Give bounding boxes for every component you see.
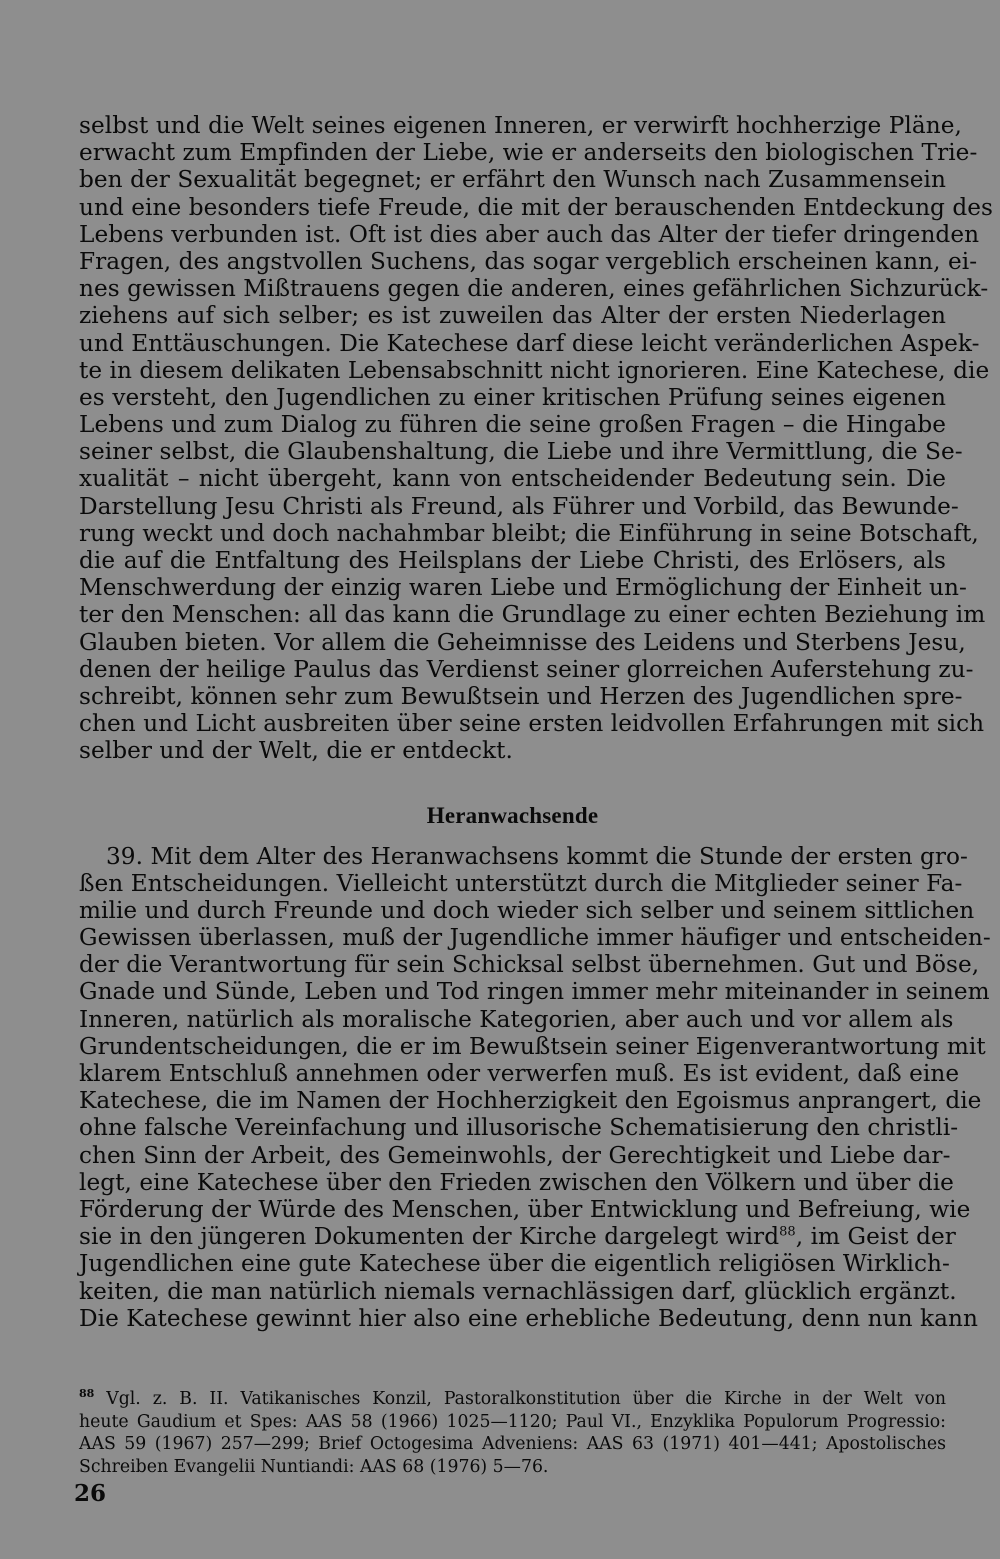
text-line: milie und durch Freunde und doch wieder sich selber und seinem sittlichen: [79, 896, 975, 924]
text-line: legt, eine Katechese über den Frieden zwischen den Völkern und über die: [79, 1168, 954, 1196]
text-line: Katechese, die im Namen der Hochherzigkeit den Egoismus anprangert, die: [79, 1087, 982, 1115]
text-line: der die Verantwortung für sein Schicksal selbst übernehmen. Gut und Böse,: [79, 951, 980, 979]
section-heading: Heranwachsende: [426, 802, 599, 828]
text-line: Gnade und Sünde, Leben und Tod ringen immer mehr miteinander in seinem: [79, 978, 990, 1006]
text-segment: sie in den jüngeren Dokumenten der Kirche dargelegt wird: [79, 1223, 780, 1251]
footnote-reference: 88: [779, 1224, 796, 1240]
text-segment: , im Geist der: [795, 1223, 956, 1251]
text-line: Fragen, des angstvollen Suchens, das sogar vergeblich erscheinen kann, ei-: [79, 247, 978, 275]
text-line: te in diesem delikaten Lebensabschnitt nicht ignorieren. Eine Katechese, die: [79, 356, 990, 384]
paragraph-2: [79, 842, 991, 1224]
footnote-line: [79, 1388, 946, 1411]
text-line: Lebens und zum Dialog zu führen die seine großen Fragen – die Hingabe: [79, 411, 946, 439]
paragraph-2-end: [79, 1250, 978, 1332]
footnote-line: AAS 59 (1967) 257—299; Brief Octogesima Adveniens: AAS 63 (1971) 401—441; Apostolisches: [79, 1434, 946, 1455]
text-line: keiten, die man natürlich niemals vernachlässigen darf, glücklich ergänzt.: [79, 1277, 957, 1305]
text-line-with-footnote-ref: [79, 1223, 956, 1251]
text-line: ziehens auf sich selber; es ist zuweilen das Alter der ersten Niederlagen: [79, 302, 946, 330]
text-line: ter den Menschen: all das kann die Grundlage zu einer echten Beziehung im: [79, 601, 986, 629]
text-line: Darstellung Jesu Christi als Freund, als Führer und Vorbild, das Bewunde-: [79, 492, 959, 520]
footnote-text: Vgl. z. B. II. Vatikanisches Konzil, Pastoralkonstitution über die Kirche in der Welt von: [94, 1389, 946, 1409]
text-line: Lebens verbunden ist. Oft ist dies aber auch das Alter der tiefer dringenden: [79, 220, 980, 248]
paragraph-1: [79, 112, 993, 765]
text-line: rung weckt und doch nachahmbar bleibt; die Einführung in seine Botschaft,: [79, 519, 979, 547]
text-line: erwacht zum Empfinden der Liebe, wie er anderseits den biologischen Trie-: [79, 139, 978, 167]
text-line: schreibt, können sehr zum Bewußtsein und Herzen des Jugendlichen spre-: [79, 682, 963, 710]
text-line: klarem Entschluß annehmen oder verwerfen muß. Es ist evident, daß eine: [79, 1060, 960, 1087]
text-line: selbst und die Welt seines eigenen Inneren, er verwirft hochherzige Pläne,: [79, 112, 962, 139]
text-line: ben der Sexualität begegnet; er erfährt den Wunsch nach Zusammensein: [79, 166, 946, 194]
text-line: seiner selbst, die Glaubenshaltung, die Liebe und ihre Vermittlung, die Se-: [79, 438, 963, 466]
text-line: Glauben bieten. Vor allem die Geheimnisse des Leidens und Sterbens Jesu,: [79, 628, 966, 656]
footnote: [79, 1388, 946, 1478]
text-line: Förderung der Würde des Menschen, über Entwicklung und Befreiung, wie: [79, 1195, 971, 1223]
text-line: nes gewissen Mißtrauens gegen die anderen, eines gefährlichen Sichzurück-: [79, 275, 989, 303]
text-line: Gewissen überlassen, muß der Jugendliche immer häufiger und entscheiden-: [79, 924, 991, 952]
text-line: und eine besonders tiefe Freude, die mit der berauschenden Entdeckung des: [79, 193, 993, 221]
text-line: chen Sinn der Arbeit, des Gemeinwohls, der Gerechtigkeit und Liebe dar-: [79, 1141, 951, 1169]
text-line: chen und Licht ausbreiten über seine ersten leidvollen Erfahrungen mit sich: [79, 710, 985, 738]
text-line: selber und der Welt, die er entdeckt.: [79, 737, 513, 765]
text-line: ohne falsche Vereinfachung und illusorische Schematisierung den christli-: [79, 1114, 959, 1142]
text-line: Menschwerdung der einzig waren Liebe und Ermöglichung der Einheit un-: [79, 574, 967, 602]
text-line: die auf die Entfaltung des Heilsplans der Liebe Christi, des Erlösers, als: [79, 547, 946, 574]
text-line: Die Katechese gewinnt hier also eine erhebliche Bedeutung, denn nun kann: [79, 1304, 978, 1332]
text-line: Inneren, natürlich als moralische Kategorien, aber auch und vor allem als: [79, 1005, 954, 1033]
text-line: und Enttäuschungen. Die Katechese darf diese leicht veränderlichen Aspek-: [79, 329, 980, 357]
footnote-mark: 88: [79, 1387, 95, 1401]
text-line: es versteht, den Jugendlichen zu einer kritischen Prüfung seines eigenen: [79, 383, 946, 411]
text-line: Jugendlichen eine gute Katechese über die eigentlich religiösen Wirklich-: [79, 1250, 950, 1278]
page-number: 26: [74, 1480, 107, 1507]
body-text: [79, 112, 993, 1332]
text-line: 39. Mit dem Alter des Heranwachsens kommt die Stunde der ersten gro-: [106, 842, 968, 870]
text-line: xualität – nicht übergeht, kann von entscheidender Bedeutung sein. Die: [79, 465, 946, 493]
text-line: Grundentscheidungen, die er im Bewußtsein seiner Eigenverantwortung mit: [79, 1032, 986, 1060]
footnote-continuation: [79, 1411, 946, 1479]
footnote-line: Schreiben Evangelii Nuntiandi: AAS 68 (1976) 5—76.: [79, 1456, 549, 1477]
text-line: denen der heilige Paulus das Verdienst seiner glorreichen Auferstehung zu-: [79, 655, 974, 683]
footnote-line: heute Gaudium et Spes: AAS 58 (1966) 1025—1120; Paul VI., Enzyklika Populorum Progressio:: [79, 1411, 946, 1432]
text-line: ßen Entscheidungen. Vielleicht unterstützt durch die Mitglieder seiner Fa-: [79, 869, 963, 897]
